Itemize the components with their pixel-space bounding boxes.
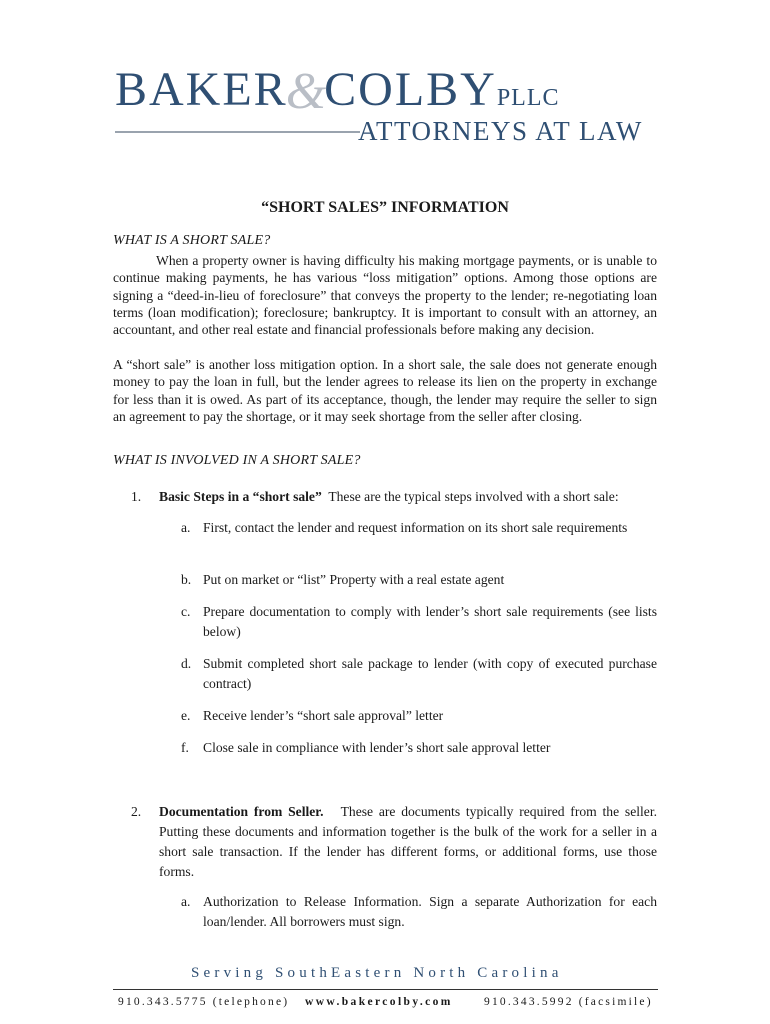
list-item [181,892,657,932]
footer-telephone: 910.343.5775 (telephone) [118,996,290,1008]
list-item-letter: b. [181,572,192,587]
list-item-text: Authorization to Release Information. Sign a separate Authorization for each loan/lender. All borrowers must sign. [203,894,657,929]
list-item-letter: e. [181,708,191,723]
list-item-text: Close sale in compliance with lender’s short sale approval letter [203,740,551,755]
item-body [159,802,657,882]
list-item-letter: d. [181,656,192,671]
list-item-letter: c. [181,604,191,619]
logo-divider [115,131,360,133]
list-item [181,706,657,726]
footer-service-area: Serving SouthEastern North Carolina [191,965,563,981]
item-number: 2. [131,804,142,819]
list-item [181,738,657,758]
list-item [181,654,657,694]
list-item [181,570,657,590]
list-item-text: Put on market or “list” Property with a real estate agent [203,572,505,587]
logo-tagline: ATTORNEYS AT LAW [358,116,643,146]
list-item-letter: f. [181,740,189,755]
logo-suffix-pllc: PLLC [496,85,560,111]
item-text: These are documents typically required from the seller. Putting these documents and information together is the bulk of the work for a seller in a short sale transaction. If the lender has different forms, or additional forms, use those forms. [159,804,657,879]
logo-name-colby: COLBY [324,63,497,116]
list-item-letter: a. [181,520,191,535]
paragraph-loss-mitigation: When a property owner is having difficulty his making mortgage payments, or is unable to continue making payments, he has various “loss mitigation” options. Among those options are signing a “deed-in-lieu of foreclosure” that conveys the property to the lender; re-negotiating loan terms (loan modification); foreclosure; bankruptcy. It is important to consult with an attorney, an accountant, and other real estate and financial professionals before making any decision. [113,253,657,338]
paragraph-short-sale-definition: A “short sale” is another loss mitigation option. In a short sale, the sale does not generate enough money to pay the loan in full, but the lender agrees to release its lien on the property in exchange for less than it is owed. As part of its acceptance, though, the lender may require the seller to sign an agreement to pay the shortage, or it may seek shortage from the seller after closing. [113,357,657,424]
list-item-letter: a. [181,894,191,909]
list-item-text: Receive lender’s “short sale approval” letter [203,708,444,723]
section-heading-what-is-involved: WHAT IS INVOLVED IN A SHORT SALE? [113,453,361,468]
document-title: “SHORT SALES” INFORMATION [261,199,509,216]
item-bold-lead: Documentation from Seller. [159,804,324,819]
list-item [181,518,657,538]
numbered-item-documentation [131,802,657,882]
footer-facsimile: 910.343.5992 (facsimile) [484,996,653,1008]
item-text: These are the typical steps involved with a short sale: [328,489,619,504]
numbered-item-basic-steps [131,487,657,507]
list-item-text: Submit completed short sale package to lender (with copy of executed purchase contract) [203,656,657,691]
footer-website-link[interactable]: www.bakercolby.com [305,996,453,1008]
item-bold-lead: Basic Steps in a “short sale” [159,489,322,504]
item-body [159,487,657,507]
list-item [181,602,657,642]
footer-divider [113,989,658,990]
logo-name-row [115,63,560,120]
logo-name-baker: BAKER [115,63,288,116]
section-heading-what-is: WHAT IS A SHORT SALE? [113,233,271,248]
logo-ampersand: & [285,63,327,120]
list-item-text: First, contact the lender and request information on its short sale requirements [203,520,628,535]
list-item-text: Prepare documentation to comply with lender’s short sale requirements (see lists below) [203,604,657,639]
item-number: 1. [131,489,142,504]
firm-logo [115,60,675,150]
